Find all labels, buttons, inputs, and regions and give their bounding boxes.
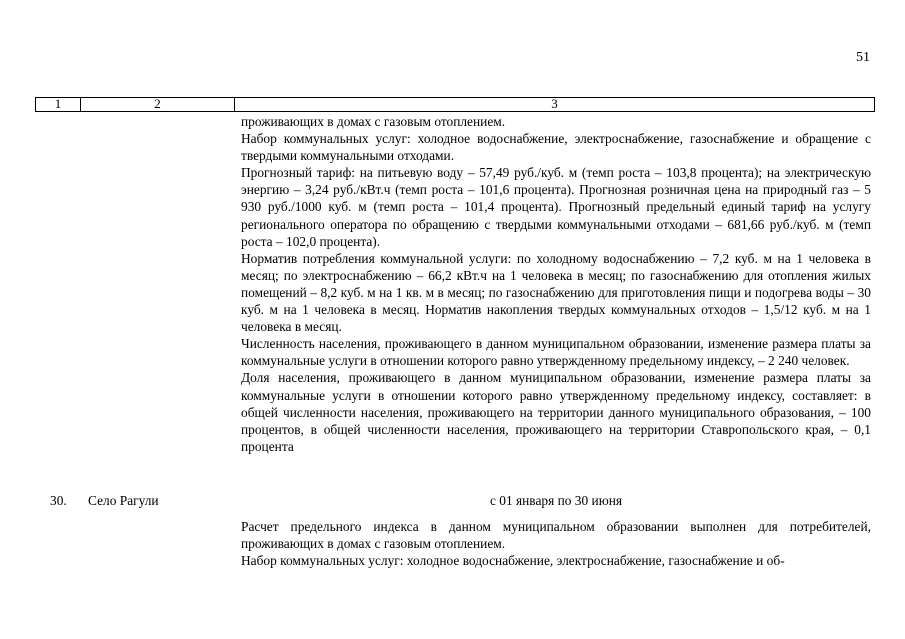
paragraph-population-share: Доля населения, проживающего в данном муниципальном образовании, изменение размера платы за коммунальные услуги в отношении которого равно утвержденному предельному индексу, составляет: в общей численности населения, проживающего на территории данного муниципального образования, – 100 процентов, в общей численности населения, проживающего на территории Ставропольского края, – 0,1 процента xyxy=(241,370,871,454)
paragraph-population: Численность населения, проживающего в данном муниципальном образовании, изменение размера платы за коммунальные услуги в отношении которого равно утвержденному предельному индексу, – 2 240 человек. xyxy=(241,336,871,369)
column-header-1: 1 xyxy=(36,98,81,111)
municipality-name: Село Рагули xyxy=(88,493,159,508)
paragraph-services-set: Набор коммунальных услуг: холодное водоснабжение, электроснабжение, газоснабжение и об- xyxy=(241,553,785,569)
column-header-3: 3 xyxy=(551,96,558,111)
column-header-2: 2 xyxy=(81,98,235,111)
paragraph-continuation: проживающих в домах с газовым отоплением. xyxy=(241,114,506,129)
row-number: 30. xyxy=(50,493,67,508)
paragraph-consumption-norm: Норматив потребления коммунальной услуги: по холодному водоснабжению – 7,2 куб. м на 1 человека в месяц; по электроснабжению – 66,2 кВт.ч на 1 человека в месяц; по газоснабжению для отопления жилых помещений – 8,2 куб. м на 1 кв. м в месяц; по газоснабжению для приготовления пищи и подогрева воды – 30 куб. м на 1 человека в месяц. Норматив накопления твердых коммунальных отходов – 1,5/12 куб. м на 1 человека в месяц. xyxy=(241,250,871,335)
municipality-description-block xyxy=(241,113,871,455)
column-header-row xyxy=(35,97,875,112)
page-number: 51 xyxy=(856,50,870,65)
paragraph-index-calculation: Расчет предельного индекса в данном муниципальном образовании выполнен для потребителей, проживающих в домах с газовым отоплением. xyxy=(241,519,871,552)
period-heading: с 01 января по 30 июня xyxy=(489,493,623,508)
row30-description-block xyxy=(241,518,871,569)
paragraph-forecast-tariff: Прогнозный тариф: на питьевую воду – 57,49 руб./куб. м (темп роста – 103,8 процента); на электрическую энергию – 3,24 руб./кВт.ч (темп роста – 101,6 процента). Прогнозная розничная цена на природный газ – 5 930 руб./1000 куб. м (темп роста – 101,4 процента). Прогнозный предельный единый тариф на услугу регионального оператора по обращению с твердыми коммунальными отходами – 681,66 руб./куб. м (темп роста – 102,0 процента). xyxy=(241,165,871,249)
paragraph-services-set: Набор коммунальных услуг: холодное водоснабжение, электроснабжение, газоснабжение и обращение с твердыми коммунальными отходами. xyxy=(241,131,871,164)
